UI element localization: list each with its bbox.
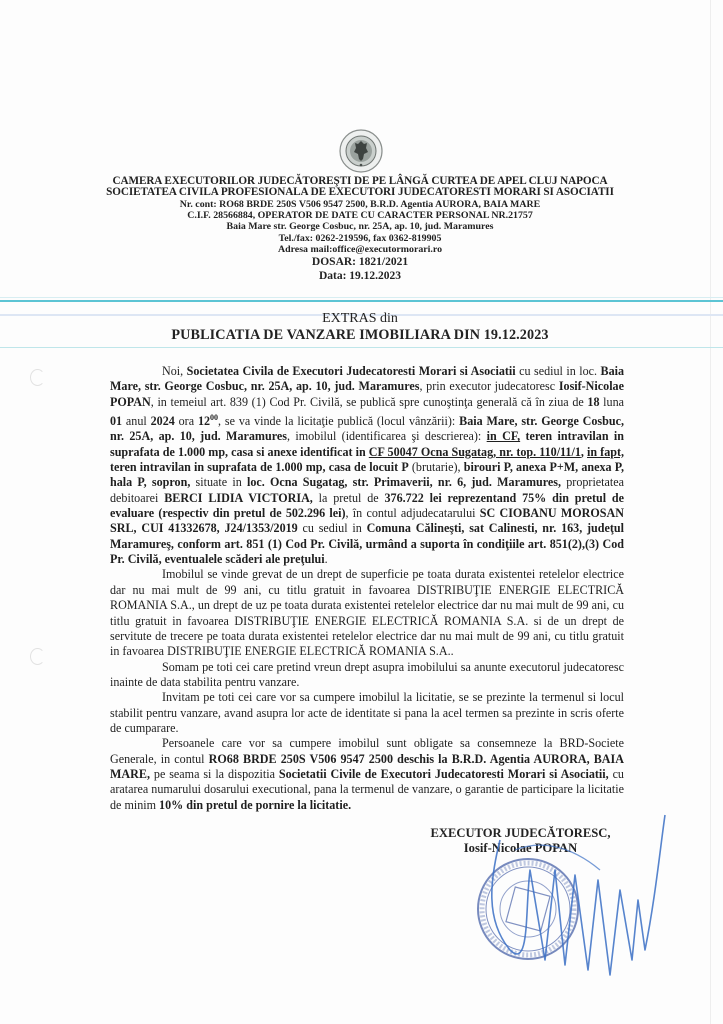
letterhead xyxy=(60,176,660,283)
punch-hole-mark xyxy=(30,648,45,665)
executor-name: Iosif-Nicolae POPAN xyxy=(110,379,624,409)
tax-id: C.I.F. 28566884, OPERATOR DE DATE CU CARACTER PERSONAL NR.21757 xyxy=(187,210,533,222)
guarantee-bank-account: RO68 BRDE 250S V506 9547 2500 deschis la B.R.D. Agentia AURORA, BAIA MARE, xyxy=(110,751,624,781)
bank-account: Nr. cont: RO68 BRDE 250S V506 9547 2500, B.R.D. Agentia AURORA, BAIA MARE xyxy=(179,198,541,210)
property-location: loc. Ocna Sugatag, str. Primaverii, nr. 6, jud. Maramures, xyxy=(246,475,562,490)
romanian-coat-of-arms-emblem-icon xyxy=(338,128,384,174)
divider-line xyxy=(0,297,723,298)
scan-edge-line xyxy=(710,0,711,1024)
land-registry-ref: CF 50047 Ocna Sugatag, nr. top. 110/11/1 xyxy=(368,444,581,459)
signatory-name: Iosif-Nicolae POPAN xyxy=(463,841,578,855)
auction-day: 18 xyxy=(587,394,600,409)
paragraph-guarantee: Persoanele care vor sa cumpere imobilul sunt obligate sa consemneze la BRD-Societe Generale, in contul RO68 BRDE 250S V506 9547 2500 deschis la B.R.D. Agentia AURORA, BAIA MARE, pe seama si la dispozitia Societatii Civile de Executori Judecatoresti Morari si Asociatii, cu aratarea numarului dosarului executional, pana la termenul de vanzare, o garantie de participare la licitatie de minim 10% din pretul de pornire la licitatie. xyxy=(110,736,624,812)
auction-year: 2024 xyxy=(150,414,175,429)
auction-hour: 12 xyxy=(197,414,211,429)
auction-location: Baia Mare, str. George Cosbuc, nr. 25A, ap. 10, jud. Maramures xyxy=(110,414,624,444)
document-date: Data: 19.12.2023 xyxy=(318,270,402,283)
punch-hole-mark xyxy=(30,369,45,386)
sale-price: 376.722 lei reprezentand 75% din pretul de evaluare (respectiv din pretul de 502.296 lei) xyxy=(110,490,625,521)
divider-line-accent xyxy=(0,300,723,302)
email-address: Adresa mail:office@executormorari.ro xyxy=(277,244,443,255)
debtor-name: BERCI LIDIA VICTORIA, xyxy=(164,490,313,505)
auction-minutes: 00 xyxy=(210,413,219,423)
paragraph-encumbrances: Imobilul se vinde grevat de un drept de superficie pe toata durata existentei retelelor electrice dar nu mai mult de 99 ani, cu titlu gratuit in favoarea DISTRIBUŢIE ENERGIE ELECTRICĂ ROMANIA S.A., un drept de uz pe toata durata existentei retelelor electrice dar nu mai mult de 99 ani, cu titlu gratuit in favoarea DISTRIBUŢIE ENERGIE ELECTRICĂ ROMANIA S.A. si de un drept de servitute de trecere pe toata durata existentei retelelor electrice dar nu mai mult de 99 ani, cu titlu gratuit in favoarea DISTRIBUŢIE ENERGIE ELECTRICĂ ROMANIA S.A.. xyxy=(110,567,624,659)
handwritten-signature-icon xyxy=(470,810,670,990)
guarantee-percent: 10% din pretul de pornire la licitatie. xyxy=(159,797,352,812)
buyer-company: SC CIOBANU MOROSAN SRL, CUI 41332678, J24/1353/2019 xyxy=(110,506,624,536)
signatory-role: EXECUTOR JUDECĂTORESC, xyxy=(430,826,611,840)
document-body xyxy=(110,364,624,813)
paragraph-claims-notice: Somam pe toti cei care pretind vreun drept asupra imobilului sa anunte executorul judecatoresc inainte de data stabilita pentru vanzare. xyxy=(110,659,624,689)
chamber-name: CAMERA EXECUTORILOR JUDECĂTOREŞTI DE PE LÂNGĂ CURTEA DE APEL CLUJ NAPOCA xyxy=(112,175,608,187)
company-name: SOCIETATEA CIVILA PROFESIONALA DE EXECUTORI JUDECATORESTI MORARI SI ASOCIATII xyxy=(106,186,614,199)
office-address: Baia Mare str. George Cosbuc, nr. 25A, ap. 10, jud. Maramures xyxy=(226,221,494,233)
paragraph-sale-announcement: Noi, Societatea Civila de Executori Judecatoresti Morari si Asociatii cu sediul in loc. Baia Mare, str. George Cosbuc, nr. 25A, ap. 10, jud. Maramures, prin executor judecatoresc Iosif-Nicolae POPAN, in temeiul art. 839 (1) Cod Pr. Civilă, se publică spre cunoştinţa generală că în ziua de 18 luna 01 anul 2024 ora $12^{00}$, se va vinde la licitaţie publică (locul vânzării): Baia Mare, str. George Cosbuc, nr. 25A, ap. 10, jud. Maramures, imobilul (identificarea şi descrierea): in CF, teren intravilan in suprafata de 1.000 mp, casa si anexe identificat in CF 50047 Ocna Sugatag, nr. top. 110/11/1, in fapt, teren intravilan in suprafata de 1.000 mp, casa de locuit P (brutarie), birouri P, anexa P+M, anexa P, hala P, sopron, situate in loc. Ocna Sugatag, str. Primaverii, nr. 6, jud. Maramures, proprietatea debitoarei BERCI LIDIA VICTORIA, la pretul de 376.722 lei reprezentand 75% din pretul de evaluare (respectiv din pretul de 502.296 lei), în contul adjudecatarului SC CIOBANU MOROSAN SRL, CUI 41332678, J24/1353/2019 cu sediul in Comuna Călineşti, sat Calinesti, nr. 163, judeţul Maramureş, conform art. 851 (1) Cod Pr. Civilă, urmând a suporta în condiţiile art. 851(2),(3) Cod Pr. Civilă, eventualele scăderi ale preţului. xyxy=(110,364,625,567)
document-title: PUBLICATIA DE VANZARE IMOBILIARA DIN 19.12.2023 xyxy=(171,327,549,343)
document-title-prefix: EXTRAS din xyxy=(322,311,398,326)
auction-month: 01 xyxy=(110,414,123,429)
paragraph-invitation: Invitam pe toti cei care vor sa cumpere imobilul la licitatie, se se prezinte la termenul si locul stabilit pentru vanzare, avand asupra lor acte de identitate si pana la acel termen sa prezinte in scris oferte de cumparare. xyxy=(110,690,624,735)
phone-fax: Tel./fax: 0262-219596, fax 0362-819905 xyxy=(278,232,442,244)
divider-line xyxy=(0,347,723,348)
case-number: DOSAR: 1821/2021 xyxy=(311,256,409,269)
